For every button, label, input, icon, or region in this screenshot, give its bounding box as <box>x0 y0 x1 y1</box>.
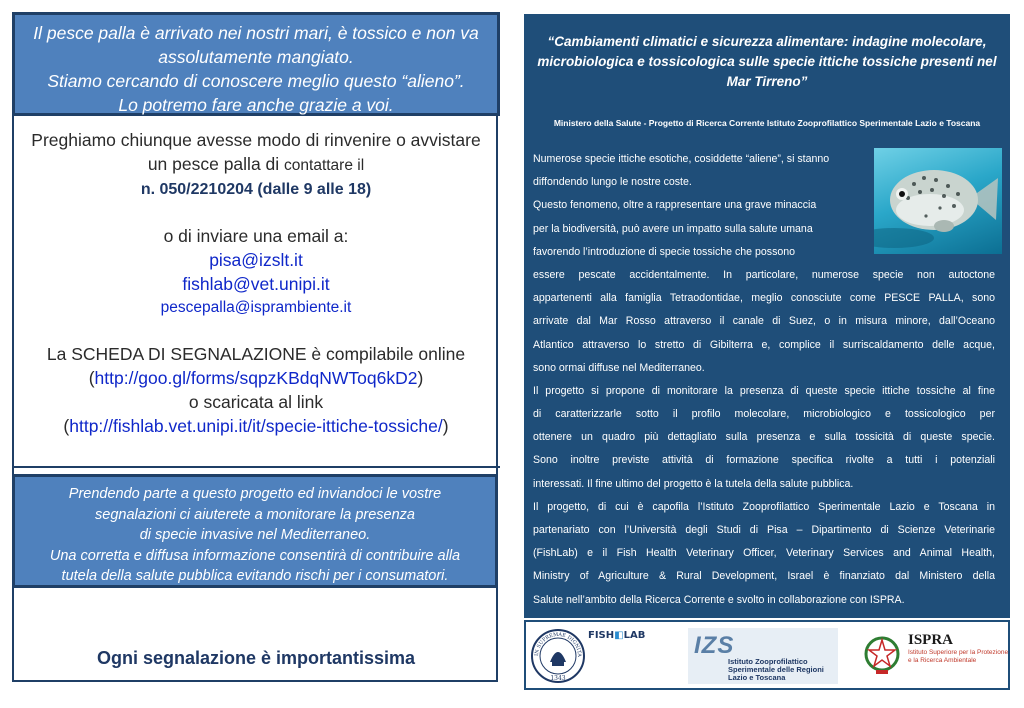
paren-open: ( <box>63 416 70 436</box>
contact-request-line-2 <box>16 152 496 178</box>
italian-republic-emblem <box>862 630 902 685</box>
top-banner-line: assolutamente mangiato. <box>158 47 354 67</box>
description-line: diffondendo lungo le nostre coste. <box>533 176 692 189</box>
top-banner-line: Il pesce palla è arrivato nei nostri mari, è tossico e non va <box>33 23 479 43</box>
top-banner-line: Lo potremo fare anche grazie a voi. <box>118 95 394 115</box>
email-intro: o di inviare una email a: <box>163 226 349 246</box>
project-info-panel <box>524 14 1010 618</box>
description-line: Numerose specie ittiche esotiche, cosiddette “aliene”, si stanno <box>533 153 830 165</box>
email-fishlab-link[interactable]: fishlab@vet.unipi.it <box>182 274 330 294</box>
fishlab-logo-text-a: FISH <box>588 630 615 641</box>
university-seal-logo <box>530 624 586 693</box>
participation-line: segnalazioni ci aiuterete a monitorare la presenza <box>95 506 415 523</box>
description-line: ottenere un quadro più dettagliato sulla presenza e sulla tossicità di queste specie. <box>533 431 995 444</box>
description-line: favorendo l’introduzione di specie tossiche che possono <box>533 245 796 258</box>
email-ispra-link[interactable]: pescepalla@isprambiente.it <box>160 299 352 316</box>
description-line: Il progetto si propone di monitorare la presenza di queste specie ittiche tossiche al fine <box>533 384 995 397</box>
participation-line: Prendendo parte a questo progetto ed inviandoci le vostre <box>68 486 442 502</box>
contact-request-line: Preghiamo chiunque avesse modo di rinvenire o avvistare <box>31 130 481 150</box>
download-link-line <box>16 414 496 438</box>
ispra-logo <box>908 632 1008 664</box>
closing-statement: Ogni segnalazione è importantissima <box>96 648 416 668</box>
top-banner <box>12 12 500 116</box>
paren-close: ) <box>417 368 424 388</box>
project-description <box>533 148 995 612</box>
participation-line: di specie invasive nel Mediterraneo. <box>139 527 371 543</box>
description-line: partenariato con l’Università degli Studi di Pisa – Dipartimento di Scienze Veterinarie <box>533 524 995 536</box>
scheda-segnalazione-text: La SCHEDA DI SEGNALAZIONE è compilabile online <box>46 344 466 364</box>
description-line: arrivate dal Mar Rosso attraverso il canale di Suez, o in misura minore, dall’Oceano <box>533 315 995 328</box>
paren-close: ) <box>442 416 449 436</box>
description-line: Atlantico attraverso lo stretto di Gibilterra e, complice il surriscaldamento delle acque, <box>533 338 995 351</box>
contact-request-b: contattare il <box>284 157 365 174</box>
project-title-line: microbiologica e tossicologica sulle specie ittiche tossiche presenti nel <box>537 54 997 69</box>
seal-motto: IN SUPREMAE DIGNITA <box>533 631 583 657</box>
form-link-line <box>16 366 496 390</box>
description-line: Il progetto, di cui è capofila l’Istituto Zooprofilattico Sperimentale Lazio e Toscana in <box>533 500 995 513</box>
description-line: Salute nell’ambito della Ricerca Corrente e svolto in collaborazione con ISPRA. <box>533 593 905 606</box>
contact-request-a: un pesce palla di <box>147 154 285 174</box>
participation-line: tutela della salute pubblica evitando rischi per i consumatori. <box>61 568 449 584</box>
description-line: essere pescate accidentalmente. In particolare, numerose specie non autoctone <box>533 268 995 281</box>
project-title-line: “Cambiamenti climatici e sicurezza alimentare: indagine molecolare, <box>547 34 987 49</box>
description-line: per la biodiversità, può avere un impatto sulla salute umana <box>533 222 813 235</box>
fishlab-logo-text-b: LAB <box>623 630 646 641</box>
description-line: interessati. Il fine ultimo del progetto è la tutela della salute pubblica. <box>533 477 854 490</box>
description-line: Sono inoltre previste attività di formazione specifica rivolte a tutti i potenziali <box>533 454 995 467</box>
participation-line: Una corretta e diffusa informazione consentirà di contribuire alla <box>49 547 461 564</box>
description-line: appartenenti alla famiglia Tetraodontidae, meglio conosciute come PESCE PALLA, sono <box>533 292 995 305</box>
project-title <box>524 32 1010 92</box>
google-form-link[interactable]: http://goo.gl/forms/sqpzKBdqNWToq6kD2 <box>94 368 418 388</box>
paren-open: ( <box>88 368 95 388</box>
phone-number: n. 050/2210204 (dalle 9 alle 18) <box>140 181 372 198</box>
fishlab-logo: FISH◧LAB <box>588 630 646 641</box>
ispra-name: ISPRA <box>908 632 954 648</box>
description-line: di caratterizzarle sotto il profilo molecolare, microbiologico e tossicologico per <box>533 408 995 421</box>
izs-text-line: Istituto Zooprofilattico <box>728 657 808 666</box>
fishlab-species-link[interactable]: http://fishlab.vet.unipi.it/it/specie-ittiche-tossiche/ <box>69 416 443 436</box>
izs-text-line: Sperimentale delle Regioni <box>728 665 824 674</box>
email-izslt-link[interactable]: pisa@izslt.it <box>209 250 303 270</box>
project-title-line: Mar Tirreno” <box>726 74 808 89</box>
divider <box>12 466 500 468</box>
participation-banner <box>12 474 498 588</box>
description-line: Ministry of Agriculture & Rural Development, Israel è finanziato dal Ministero della <box>533 570 995 583</box>
izs-text-line: Lazio e Toscana <box>728 673 786 682</box>
ispra-subtitle: Istituto Superiore per la Protezione <box>908 649 1009 656</box>
contact-block <box>16 128 496 438</box>
description-line: Questo fenomeno, oltre a rappresentare una grave minaccia <box>533 199 817 212</box>
partner-logos-bar <box>524 620 1010 690</box>
seal-year: 1343 <box>550 675 566 682</box>
download-intro: o scaricata al link <box>188 392 324 412</box>
description-line: (FishLab) e il Fish Health Veterinary Officer, Veterinary Services and Animal Health, <box>533 547 995 560</box>
description-line: sono ormai diffuse nel Mediterraneo. <box>533 361 705 374</box>
top-banner-line: Stiamo cercando di conoscere meglio questo “alieno”. <box>47 71 465 91</box>
ispra-subtitle: e la Ricerca Ambientale <box>908 656 977 664</box>
ministry-line: Ministero della Salute - Progetto di Ricerca Corrente Istituto Zooprofilattico Sperimentale Lazio e Toscana <box>553 118 981 128</box>
izs-mark: IZS <box>694 632 735 659</box>
izs-logo <box>688 628 838 684</box>
izs-text <box>728 658 824 682</box>
